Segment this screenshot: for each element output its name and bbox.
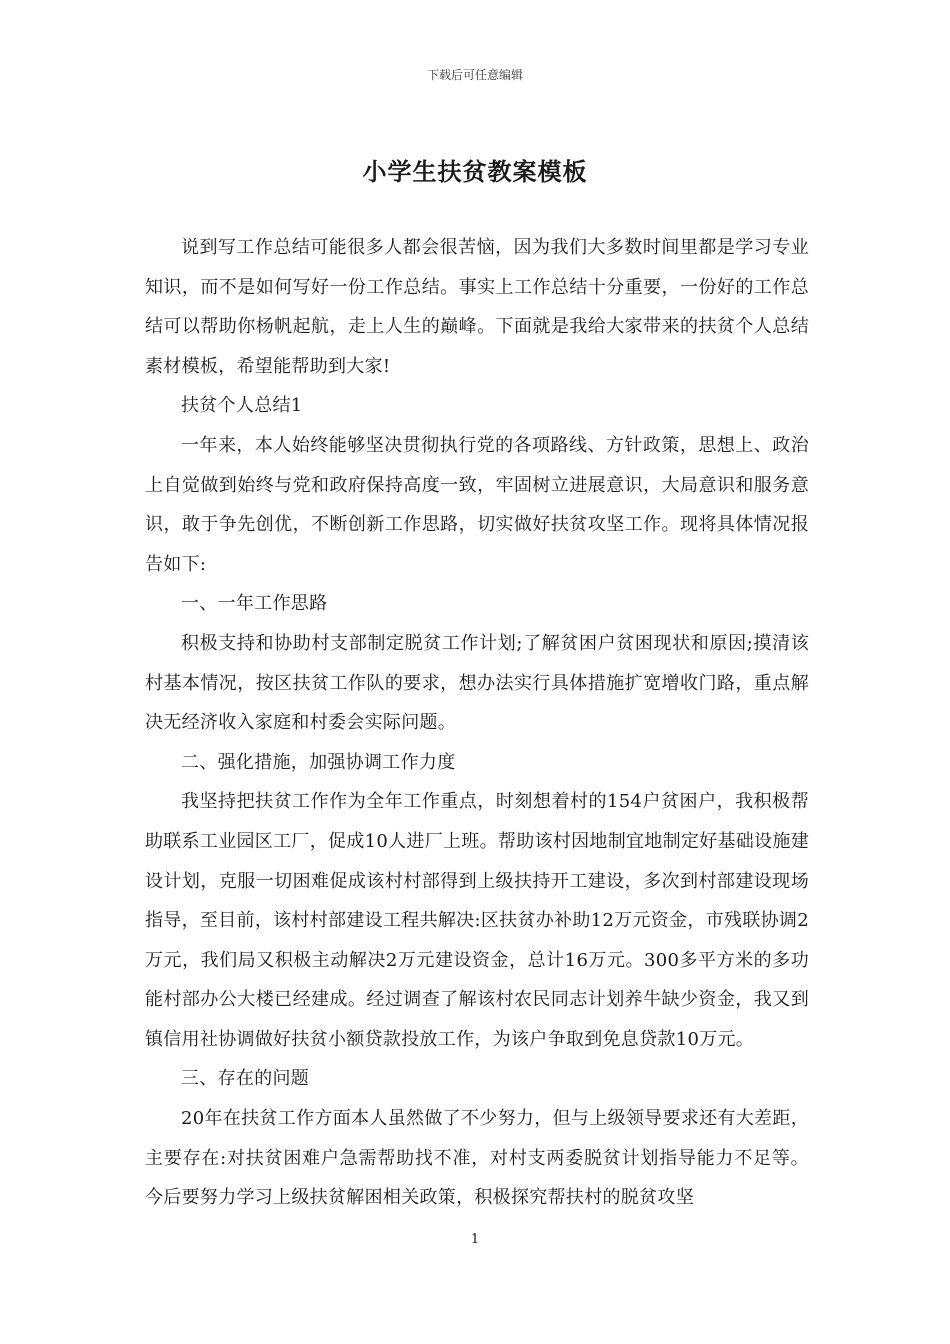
section-heading: 一、一年工作思路 (181, 593, 328, 615)
body-paragraph: 积极支持和协助村支部制定脱贫工作计划;了解贫困户贫困现状和原因;摸清该村基本情况，按区扶贫工作队的要求，想办法实行具体措施扩宽增收门路，重点解决无经济收入家庭和村委会实际问题。 (145, 632, 809, 734)
page-number: 1 (470, 1232, 480, 1247)
body-paragraph: 20年在扶贫工作方面本人虽然做了不少努力，但与上级领导要求还有大差距，主要存在:对扶贫困难户急需帮助找不准，对村支两委脱贫计划指导能力不足等。今后要努力学习上级扶贫解困相关政策，积极探究帮扶村的脱贫攻坚 (145, 1108, 809, 1209)
body-paragraph: 一年来，本人始终能够坚决贯彻执行党的各项路线、方针政策，思想上、政治上自觉做到始终与党和政府保持高度一致，牢固树立进展意识，大局意识和服务意识，敢于争先创优，不断创新工作思路，切实做好扶贫攻坚工作。现将具体情况报告如下: (145, 434, 809, 575)
page-header-note: 下载后可任意编辑 (426, 68, 523, 82)
section-heading: 扶贫个人总结1 (181, 395, 303, 417)
section-heading: 三、存在的问题 (181, 1068, 310, 1090)
intro-paragraph: 说到写工作总结可能很多人都会很苦恼，因为我们大多数时间里都是学习专业知识，而不是如何写好一份工作总结。事实上工作总结十分重要，一份好的工作总结可以帮助你杨帆起航，走上人生的巅峰。下面就是我给大家带来的扶贫个人总结素材模板，希望能帮助到大家! (145, 237, 809, 377)
document-body (145, 228, 809, 1218)
body-paragraph: 我坚持把扶贫工作作为全年工作重点，时刻想着村的154户贫困户，我积极帮助联系工业园区工厂，促成10人进厂上班。帮助该村因地制宜地制定好基础设施建设计划，克服一切困难促成该村村部得到上级扶持开工建设，多次到村部建设现场指导，至目前，该村村部建设工程共解决:区扶贫办补助12万元资金，市残联协调2万元，我们局又积极主动解决2万元建设资金，总计16万元。300多平方米的多功能村部办公大楼已经建成。经过调查了解该村农民同志计划养牛缺少资金，我又到镇信用社协调做好扶贫小额贷款投放工作，为该户争取到免息贷款10万元。 (145, 791, 810, 1050)
document-title: 小学生扶贫教案模板 (362, 157, 588, 186)
section-heading: 二、强化措施，加强协调工作力度 (181, 751, 456, 773)
